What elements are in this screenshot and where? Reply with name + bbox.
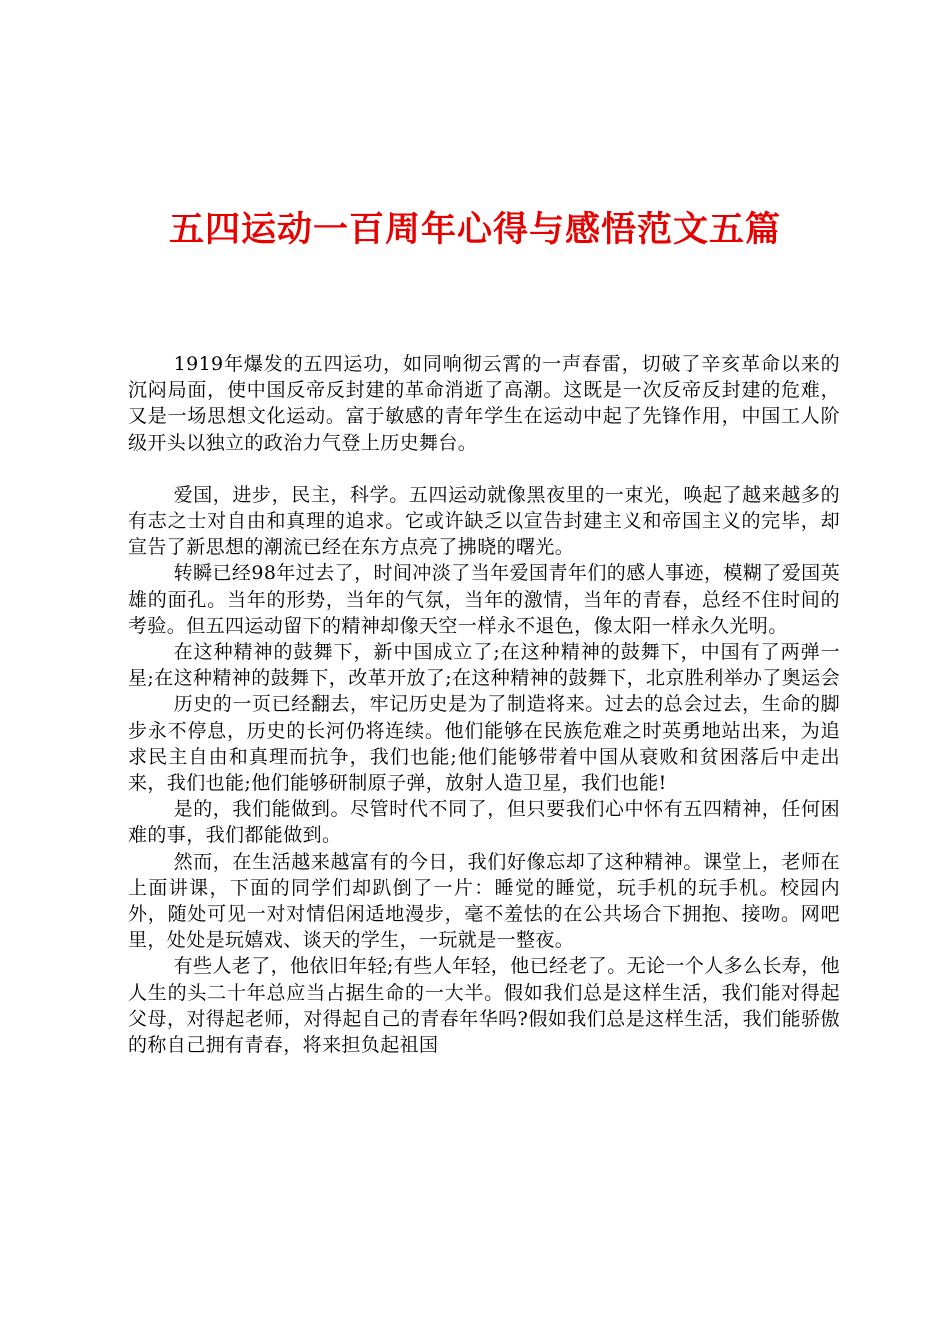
paragraph: 有些人老了，他依旧年轻;有些人年轻，他已经老了。无论一个人多么长寿，他人生的头二十年总应当占据生命的一大半。假如我们总是这样生活，我们能对得起父母，对得起老师，对得起自己的青春年华吗?假如我们总是这样生活，我们能骄傲的称自己拥有青春，将来担负起祖国 (128, 955, 840, 1057)
paragraph: 爱国，进步，民主，科学。五四运动就像黑夜里的一束光，唤起了越来越多的有志之士对自由和真理的追求。它或许缺乏以宣告封建主义和帝国主义的完毕，却宣告了新思想的潮流已经在东方点亮了拂晓的曙光。 (128, 483, 840, 559)
paragraph: 转瞬已经98年过去了，时间冲淡了当年爱国青年们的感人事迹，模糊了爱国英雄的面孔。当年的形势，当年的气氛，当年的激情，当年的青春，总经不住时间的考验。但五四运动留下的精神却像天空一样永不退色，像太阳一样永久光明。 (128, 562, 840, 637)
paragraph: 1919年爆发的五四运功，如同响彻云霄的一声春雷，切破了辛亥革命以来的沉闷局面，使中国反帝反封建的革命消逝了高潮。这既是一次反帝反封建的危难，又是一场思想文化运动。富于敏感的青年学生在运动中起了先锋作用，中国工人阶级开头以独立的政治力气登上历史舞台。 (128, 353, 840, 454)
paragraph: 在这种精神的鼓舞下，新中国成立了;在这种精神的鼓舞下，中国有了两弹一星;在这种精神的鼓舞下，改革开放了;在这种精神的鼓舞下，北京胜利举办了奥运会 (128, 641, 841, 690)
paragraph: 历史的一页已经翻去，牢记历史是为了制造将来。过去的总会过去，生命的脚步永不停息，历史的长河仍将连续。他们能够在民族危难之时英勇地站出来，为追求民主自由和真理而抗争，我们也能;他们能够带着中国从衰败和贫困落后中走出来，我们也能;他们能够研制原子弹，放射人造卫星，我们也能! (128, 693, 840, 795)
document-title: 五四运动一百周年心得与感悟范文五篇 (168, 209, 781, 250)
document-body (128, 351, 840, 1058)
paragraph: 然而，在生活越来越富有的今日，我们好像忘却了这种精神。课堂上，老师在上面讲课，下面的同学们却趴倒了一片：睡觉的睡觉，玩手机的玩手机。校园内外，随处可见一对对情侣闲适地漫步，毫不羞怯的在公共场合下拥抱、接吻。网吧里，处处是玩嬉戏、谈天的学生，一玩就是一整夜。 (128, 850, 840, 952)
paragraph: 是的，我们能做到。尽管时代不同了，但只要我们心中怀有五四精神，任何困难的事，我们都能做到。 (128, 798, 840, 847)
